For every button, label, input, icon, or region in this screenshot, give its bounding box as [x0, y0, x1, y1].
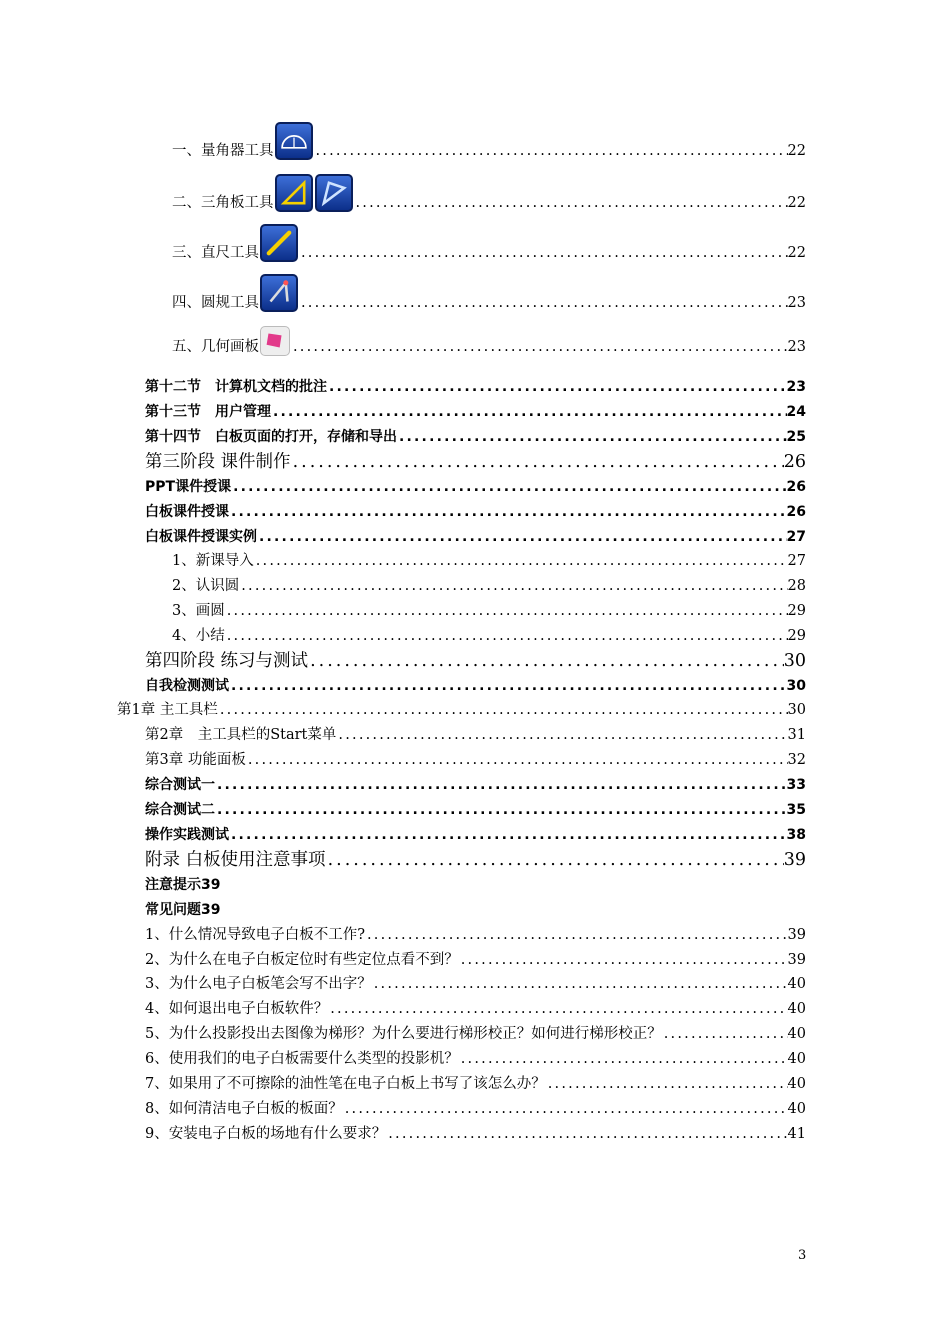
toc-leader [336, 726, 787, 744]
toc-leader [291, 451, 784, 473]
toc-leader [215, 776, 787, 794]
toc-entry-title: 四、圆规工具 [172, 295, 259, 311]
toc-entry-title: 第四阶段 练习与测试 [145, 651, 309, 671]
toc-page-number: 39 [787, 952, 806, 968]
toc-leader [229, 677, 787, 695]
toc-entry[interactable] [145, 801, 806, 819]
toc-page-number: 40 [787, 1101, 806, 1117]
toc-leader [397, 428, 787, 446]
toc-leader [218, 701, 788, 719]
toc-leader [372, 975, 788, 993]
toc-entry-title: 3、为什么电子白板笔会写不出字？ [145, 976, 372, 992]
toc-page-number: 22 [787, 195, 806, 211]
toc-entry[interactable] [145, 1025, 806, 1043]
toc-entry-title: 操作实践测试 [145, 827, 229, 843]
toc-entry[interactable] [172, 577, 806, 595]
toc-page-number: 22 [787, 143, 806, 159]
toc-entry[interactable] [145, 650, 806, 672]
toc-entry[interactable] [145, 1075, 806, 1093]
toc-entry[interactable] [145, 677, 806, 695]
toc-entry[interactable] [145, 901, 220, 919]
toc-entry-title: 6、使用我们的电子白板需要什么类型的投影机？ [145, 1051, 459, 1067]
toc-entry[interactable] [145, 403, 806, 421]
toc-page-number: 40 [787, 976, 806, 992]
toc-page-number: 40 [787, 1076, 806, 1092]
toc-entry[interactable] [172, 122, 806, 160]
toc-page-number: 40 [787, 1026, 806, 1042]
toc-leader [239, 577, 787, 595]
toc-entry[interactable] [145, 849, 806, 871]
toc-entry[interactable] [145, 826, 806, 844]
toc-entry[interactable] [145, 378, 806, 396]
toc-entry-title: 第十三节 用户管理 [145, 404, 271, 420]
toc-entry-title: 4、小结 [172, 628, 225, 644]
toc-leader [291, 338, 788, 356]
toc-entry-title: 第2章 主工具栏的Start菜单 [145, 727, 337, 743]
toc-page-number: 29 [787, 628, 806, 644]
toc-entry-title: 五、几何画板 [172, 339, 259, 355]
toc-page-number: 38 [786, 827, 806, 843]
protractor-icon [275, 122, 313, 160]
toc-page-number: 40 [787, 1051, 806, 1067]
toc-leader [246, 751, 788, 769]
toc-page-number: 29 [787, 603, 806, 619]
toc-entry[interactable] [172, 274, 806, 312]
toc-entry-title: 综合测试一 [145, 777, 215, 793]
triangle-ruler-icon [275, 174, 313, 212]
toc-entry-title: 白板课件授课 [145, 504, 229, 520]
toc-entry[interactable] [145, 751, 806, 769]
toc-leader [343, 1100, 788, 1118]
toc-page-number: 30 [787, 702, 806, 718]
toc-leader [326, 849, 784, 871]
toc-entry-title: 7、如果用了不可擦除的油性笔在电子白板上书写了该怎么办？ [145, 1076, 546, 1092]
toc-entry[interactable] [145, 428, 806, 446]
toc-entry-title: 常见问题39 [145, 902, 221, 918]
toc-entry[interactable] [145, 503, 806, 521]
toc-page-number: 25 [786, 429, 806, 445]
toc-page-number: 24 [786, 404, 806, 420]
toc-page-number: 26 [786, 504, 806, 520]
toc-entry-title: 白板课件授课实例 [145, 529, 257, 545]
toc-page-number: 35 [786, 802, 806, 818]
toc-entry[interactable] [172, 326, 806, 356]
toc-leader [354, 194, 788, 212]
toc-leader [254, 552, 788, 570]
toc-entry-title: 第三阶段 课件制作 [145, 452, 291, 472]
toc-entry-title: 9、安装电子白板的场地有什么要求？ [145, 1126, 387, 1142]
toc-page-number: 23 [787, 295, 806, 311]
toc-leader [308, 650, 784, 672]
toc-entry[interactable] [172, 174, 806, 212]
page-number: 3 [798, 1248, 807, 1263]
toc-page-number: 33 [786, 777, 806, 793]
toc-entry[interactable] [145, 478, 806, 496]
toc-leader [215, 801, 787, 819]
geometry-board-icon [260, 326, 290, 356]
toc-leader [271, 403, 787, 421]
toc-entry[interactable] [145, 975, 806, 993]
toc-leader [328, 1000, 787, 1018]
toc-leader [314, 142, 788, 160]
toc-entry-title: 4、如何退出电子白板软件？ [145, 1001, 329, 1017]
compass-icon [260, 274, 298, 312]
toc-page-number: 22 [787, 245, 806, 261]
toc-entry[interactable] [117, 701, 806, 719]
toc-entry[interactable] [145, 528, 806, 546]
toc-leader [257, 528, 787, 546]
toc-page-number: 27 [787, 553, 806, 569]
toc-leader [299, 244, 788, 262]
toc-leader [546, 1075, 788, 1093]
toc-leader [386, 1125, 787, 1143]
toc-page-number: 23 [786, 379, 806, 395]
ruler-icon [260, 224, 298, 262]
toc-entry-title: 注意提示39 [145, 877, 221, 893]
toc-entry-title: 1、新课导入 [172, 553, 254, 569]
toc-leader [459, 1050, 788, 1068]
toc-entry-title: 自我检测测试 [145, 678, 229, 694]
toc-entry-title: 三、直尺工具 [172, 245, 259, 261]
toc-page-number: 28 [787, 578, 806, 594]
toc-entry-title: 第十二节 计算机文档的批注 [145, 379, 327, 395]
toc-page-number: 23 [787, 339, 806, 355]
toc-page-number: 26 [783, 452, 806, 472]
toc-entry[interactable] [172, 627, 806, 645]
toc-leader [229, 826, 787, 844]
toc-entry-title: 综合测试二 [145, 802, 215, 818]
toc-entry[interactable] [145, 726, 806, 744]
toc-entry-title: 附录 白板使用注意事项 [145, 850, 326, 870]
toc-entry[interactable] [145, 1100, 806, 1118]
toc-entry[interactable] [172, 224, 806, 262]
toc-entry[interactable] [145, 1050, 806, 1068]
toc-leader [225, 602, 788, 620]
toc-entry[interactable] [145, 1000, 806, 1018]
toc-leader [327, 378, 787, 396]
toc-entry-title: 2、为什么在电子白板定位时有些定位点看不到？ [145, 952, 459, 968]
toc-leader [662, 1025, 788, 1043]
toc-entry-title: 第3章 功能面板 [145, 752, 246, 768]
toc-entry[interactable] [145, 776, 806, 794]
toc-entry-title: 二、三角板工具 [172, 195, 274, 211]
toc-entry[interactable] [145, 926, 806, 944]
toc-page-number: 31 [787, 727, 806, 743]
toc-entry-title: 3、画圆 [172, 603, 225, 619]
toc-entry-title: 第1章 主工具栏 [117, 702, 218, 718]
toc-entry-title: 5、为什么投影投出去图像为梯形？为什么要进行梯形校正？如何进行梯形校正？ [145, 1026, 662, 1042]
toc-entry[interactable] [145, 876, 220, 894]
toc-page-number: 40 [787, 1001, 806, 1017]
toc-entry-title: PPT课件授课 [145, 479, 232, 495]
toc-page-number: 30 [786, 678, 806, 694]
toc-page-number: 41 [787, 1126, 806, 1142]
toc-page-number: 32 [787, 752, 806, 768]
toc-entry[interactable] [172, 602, 806, 620]
toc-page-number: 39 [787, 927, 806, 943]
toc-page-number: 27 [786, 529, 806, 545]
toc-entry-title: 第十四节 白板页面的打开，存储和导出 [145, 429, 397, 445]
toc-entry[interactable] [145, 1125, 806, 1143]
toc-leader [459, 951, 788, 969]
toc-leader [231, 478, 786, 496]
toc-leader [299, 294, 788, 312]
toc-leader [229, 503, 787, 521]
toc-entry[interactable] [145, 451, 806, 473]
toc-page-number: 30 [783, 651, 806, 671]
toc-entry[interactable] [172, 552, 806, 570]
toc-entry-title: 8、如何清洁电子白板的板面？ [145, 1101, 343, 1117]
toc-leader [225, 627, 788, 645]
toc-entry-title: 1、什么情况导致电子白板不工作? [145, 927, 365, 943]
triangle-ruler-icon [315, 174, 353, 212]
toc-page-number: 39 [783, 850, 806, 870]
toc-entry-title: 2、认识圆 [172, 578, 240, 594]
toc-entry-title: 一、量角器工具 [172, 143, 274, 159]
toc-page-number: 26 [786, 479, 806, 495]
toc-entry[interactable] [145, 951, 806, 969]
toc-leader [365, 926, 788, 944]
